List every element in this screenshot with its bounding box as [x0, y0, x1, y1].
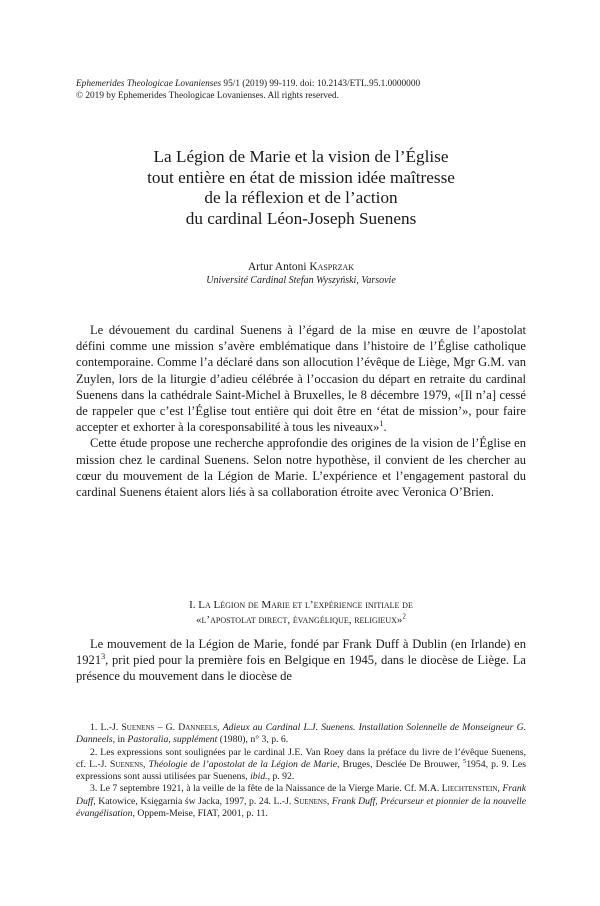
footnote-text: , Oppem-Meise, FIAT, 2001, p. 11.: [132, 808, 268, 820]
title-line: du cardinal Léon-Joseph Suenens: [185, 208, 417, 228]
citation-line: [76, 78, 526, 90]
footnote-text: , Katowice, Księgarnia św Jacka, 1997, p. 24. L.-J.: [93, 795, 294, 807]
author-affiliation: Université Cardinal Stefan Wyszyński, Varsovie: [206, 275, 396, 286]
journal-header: [76, 78, 526, 102]
copyright-line: © 2019 by Ephemerides Theologicae Lovanienses. All rights reserved.: [76, 91, 340, 101]
paragraph-end: .: [383, 420, 387, 435]
paragraph: [76, 322, 526, 435]
paragraph-text: Le dévouement du cardinal Suenens à l’égard de la mise en œuvre de l’apostolat défini comme une mission s’avère emblématique dans l’histoire de l’Église catholique contemporaine. Comme l’a déclaré dans son allocution l’évêque de Liège, Mgr G.M. van Zuylen, lors de la liturgie d’adieu célébrée à l’occasion du départ en retraite du cardinal Suenens dans la cathédrale Saint-Michel à Bruxelles, le 8 décembre 1979, «[Il n’a] cessé de rappeler que c’est l’Église tout entière qui doit être en ‘état de mission’», pour faire accepter et exhorter à la coresponsabilité à tous les niveaux»: [76, 323, 526, 435]
footnote-title: Théologie de l’apostolat de la Légion de Marie: [148, 758, 338, 770]
footnotes: [76, 722, 526, 820]
footnote-1: [76, 722, 526, 747]
footnote-text: ,: [143, 758, 149, 770]
journal-name: Ephemerides Theologicae Lovanienses: [76, 79, 222, 89]
paragraph: [76, 636, 526, 685]
footnote-text: ,: [497, 783, 503, 795]
footnote-author: Suenens: [293, 795, 327, 807]
footnote-text: , in: [112, 734, 128, 746]
section-text: [76, 636, 526, 685]
section-heading: [76, 598, 526, 627]
footnote-title: Frank Duff: [76, 783, 526, 807]
footnote-ref[interactable]: 3: [101, 652, 106, 662]
footnote-text: 1. L.-J.: [90, 722, 122, 733]
article-title: [76, 147, 526, 229]
footnote-ref[interactable]: 1: [379, 419, 384, 429]
footnote-author: Danneels: [178, 722, 218, 733]
footnote-text: ,: [217, 722, 223, 733]
author-name: [76, 260, 526, 274]
intro-text: [76, 322, 526, 500]
citation-details: 95/1 (2019) 99-119. doi: 10.2143/ETL.95.1.0000000: [221, 79, 421, 89]
footnote-author: Suenens: [121, 722, 155, 733]
footnote-3: [76, 783, 526, 820]
edition-number: 5: [463, 757, 467, 765]
footnote-author: Liechtenstein: [441, 783, 498, 795]
footnote-title: Adieux au Cardinal L.J. Suenens. Installation Solennelle de Monseigneur G. Danneels: [76, 722, 527, 746]
footnote-author: Suenens: [110, 758, 144, 770]
footnote-text: 1954, p. 9. Les expressions sont aussi utilisées par Suenens,: [76, 758, 526, 783]
section-heading-line-2: [76, 613, 526, 628]
footnote-text: , Bruges, Desclée De Brouwer,: [337, 758, 464, 770]
footnote-text: (1980), n° 3, p. 6.: [217, 734, 289, 746]
title-line: tout entière en état de mission idée maîtresse: [147, 167, 455, 187]
footnote-text: – G.: [154, 722, 179, 733]
footnote-journal: Pastoralia, supplément: [127, 734, 218, 746]
section-heading-text: «l’apostolat direct, évangélique, religieux»: [196, 613, 403, 626]
title-line: La Légion de Marie et la vision de l’Église: [153, 147, 449, 166]
section-heading-line: I. La Légion de Marie et l’expérience initiale de: [189, 599, 413, 611]
footnote-text: , p. 92.: [267, 771, 295, 783]
title-line: de la réflexion et de l’action: [204, 188, 398, 207]
footnote-ibid: ibid.: [250, 771, 268, 783]
footnote-text: 2. Les expressions sont soulignées par le cardinal J.E. Van Roey dans la préface du livre de l’évêque Suenens, cf. L.-J.: [76, 746, 526, 770]
author-family-name: Kasprzak: [309, 261, 355, 273]
footnote-title: Frank Duff, Précurseur et pionnier de la nouvelle évangélisation: [76, 795, 526, 820]
footnote-text: ,: [326, 795, 332, 807]
footnote-2: [76, 747, 526, 784]
paragraph-text: , prit pied pour la première fois en Belgique en 1945, dans le diocèse de Liège. La présence du mouvement dans le diocèse de: [76, 653, 526, 684]
author-given-name: Artur Antoni: [247, 261, 310, 273]
paragraph: Cette étude propose une recherche approfondie des origines de la vision de l’Église en mission chez le cardinal Suenens. Selon notre hypothèse, il convient de les chercher au cœur du mouvement de la Légion de Marie. L’expérience et l’engagement pastoral du cardinal Suenens étaient alors liés à sa collaboration étroite avec Veronica O’Brien.: [76, 436, 526, 500]
footnote-text: 3. Le 7 septembre 1921, à la veille de la fête de la Naissance de la Vierge Marie. Cf. M.A.: [90, 783, 442, 795]
paragraph-text: Le mouvement de la Légion de Marie, fondé par Frank Duff à Dublin (en Irlande) en 1921: [76, 637, 526, 668]
footnote-ref[interactable]: 2: [402, 611, 406, 620]
